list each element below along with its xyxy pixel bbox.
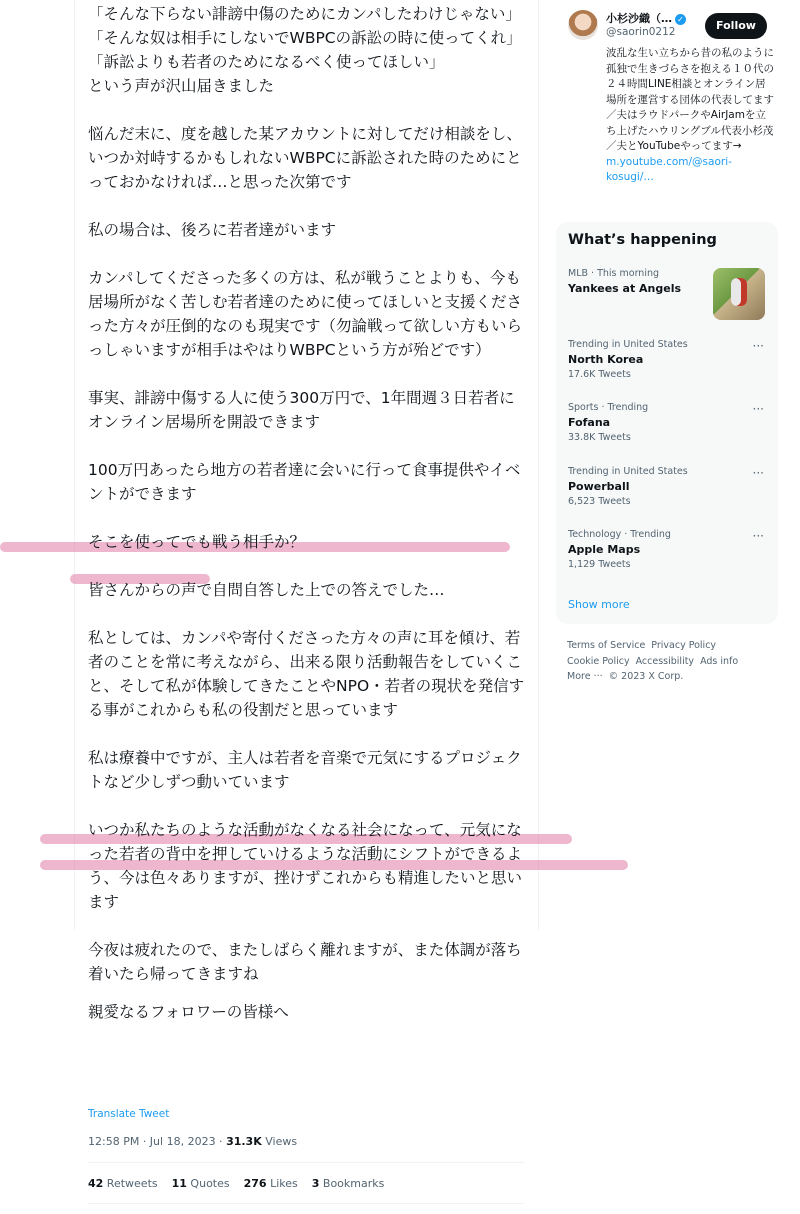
- trend-item[interactable]: Sports · Trending Fofana 33.8K Tweets ···: [568, 402, 764, 443]
- footer-link[interactable]: Terms of Service: [567, 640, 646, 651]
- tweet-paragraph: 私は療養中ですが、主人は若者を音楽で元気にするプロジェクトなど少しずつ動いています: [88, 749, 522, 791]
- quotes-stat[interactable]: 11 Quotes: [171, 1177, 230, 1190]
- follow-button[interactable]: Follow: [705, 13, 767, 39]
- tweet-time[interactable]: 12:58 PM · Jul 18, 2023 ·: [88, 1135, 227, 1148]
- tweet-paragraph: 私としては、カンパや寄付くださった方々の声に耳を傾け、若者のことを常に考えながら、出来る限り活動報告をしていくこと、そして私が体験してきたことやNPO・若者の現状を発信する事がこれからも私の役割だと思っています: [88, 629, 525, 719]
- more-icon[interactable]: ···: [752, 339, 764, 353]
- divider: [88, 1162, 524, 1163]
- views-count: 31.3K: [226, 1135, 262, 1148]
- likes-stat[interactable]: 276 Likes: [243, 1177, 298, 1190]
- tweet-paragraph: いつか私たちのような活動がなくなる社会になって、元気になった若者の背中を押していけるような活動にシフトができるよう、今は色々ありますが、挫けずこれからも精進したいと思います: [88, 821, 523, 911]
- tweet-paragraph: 皆さんからの声で自問自答した上での答えでした…: [88, 581, 445, 599]
- tweet-paragraph: 事実、誹謗中傷する人に使う300万円で、1年間週３日若者にオンライン居場所を開設できます: [88, 389, 515, 431]
- retweets-stat[interactable]: 42 Retweets: [88, 1177, 158, 1190]
- main-column-border: [74, 0, 75, 930]
- divider: [88, 1203, 524, 1204]
- more-icon[interactable]: ···: [752, 402, 764, 416]
- trend-item[interactable]: Technology · Trending Apple Maps 1,129 Tweets ···: [568, 529, 764, 570]
- show-more-link[interactable]: Show more: [568, 598, 630, 611]
- tweet-body: [88, 2, 528, 1024]
- profile-handle[interactable]: @saorin0212: [606, 26, 676, 38]
- trend-item[interactable]: MLB · This morning Yankees at Angels: [568, 268, 682, 295]
- verified-badge-icon: ✓: [675, 14, 686, 25]
- more-icon[interactable]: ···: [752, 466, 764, 480]
- footer-links: [567, 638, 777, 685]
- trend-thumbnail: [713, 268, 765, 320]
- profile-bio: 波乱な生い立ちから昔の私のように孤独で生きづらさを抱える１０代の２４時間LINE相談とオンライン居場所を運営する団体の代表してます／夫はラウドパークやAirJamを立ち上げたハウリングブル代表小杉茂／夫とYouTubeやってます→ m.youtube.com/@saori-kosugi/…: [606, 47, 774, 183]
- tweet-paragraph: カンパしてくださった多くの方は、私が戦うことよりも、今も居場所がなく苦しむ若者達のために使ってほしいと支援くださった方々が圧倒的なのも現実です（勿論戦って欲しい方もいらっしゃいますが相手はやはりWBPCという方が殆どです）: [88, 269, 523, 359]
- bookmarks-stat[interactable]: 3 Bookmarks: [311, 1177, 385, 1190]
- more-icon[interactable]: ···: [752, 529, 764, 543]
- tweet-paragraph: 私の場合は、後ろに若者達がいます: [88, 221, 337, 239]
- views-label: Views: [261, 1135, 298, 1148]
- trend-item[interactable]: Trending in United States North Korea 17.6K Tweets ···: [568, 339, 764, 380]
- tweet-paragraph: 親愛なるフォロワーの皆様へ: [88, 1003, 289, 1021]
- trend-item[interactable]: Trending in United States Powerball 6,523 Tweets ···: [568, 466, 764, 507]
- footer-link[interactable]: Privacy Policy: [651, 640, 717, 651]
- footer-link[interactable]: Cookie Policy: [567, 655, 630, 667]
- tweet-paragraph: そこを使ってでも戦う相手か？: [88, 533, 306, 551]
- tweet-paragraph: 100万円あったら地方の若者達に会いに行って食事提供やイベントができます: [88, 461, 521, 503]
- tweet-paragraph: 今夜は疲れたので、またしばらく離れますが、また体調が落ち着いたら帰ってきますね: [88, 941, 522, 983]
- avatar[interactable]: [568, 10, 598, 40]
- translate-link[interactable]: Translate Tweet: [88, 1108, 170, 1120]
- tweet-stats: [88, 1177, 384, 1190]
- tweet-paragraph: 悩んだ末に、度を越した某アカウントに対してだけ相談をし、いつか対峙するかもしれないWBPCに訴訟された時のためにとっておかなければ…と思った次第です: [88, 125, 522, 191]
- tweet-paragraph: 「そんな下らない誹謗中傷のためにカンパしたわけじゃない」 「そんな奴は相手にしないでWBPCの訴訟の時に使ってくれ」 「訴訟よりも若者のためになるべく使ってほしい」 という声が沢山届きました: [88, 5, 522, 95]
- footer-link[interactable]: Accessibility: [635, 655, 695, 667]
- panel-title: What’s happening: [568, 232, 717, 248]
- footer-link[interactable]: More ···: [567, 671, 603, 682]
- tweet-meta: [88, 1135, 297, 1148]
- whats-happening-panel: [556, 222, 778, 624]
- footer-link[interactable]: Ads info: [700, 655, 739, 667]
- bio-link[interactable]: m.youtube.com/@saori-kosugi/…: [606, 155, 732, 183]
- copyright: © 2023 X Corp.: [608, 671, 684, 682]
- profile-name[interactable]: 小杉沙織（… ✓: [606, 10, 686, 26]
- main-column-border-right: [538, 0, 539, 930]
